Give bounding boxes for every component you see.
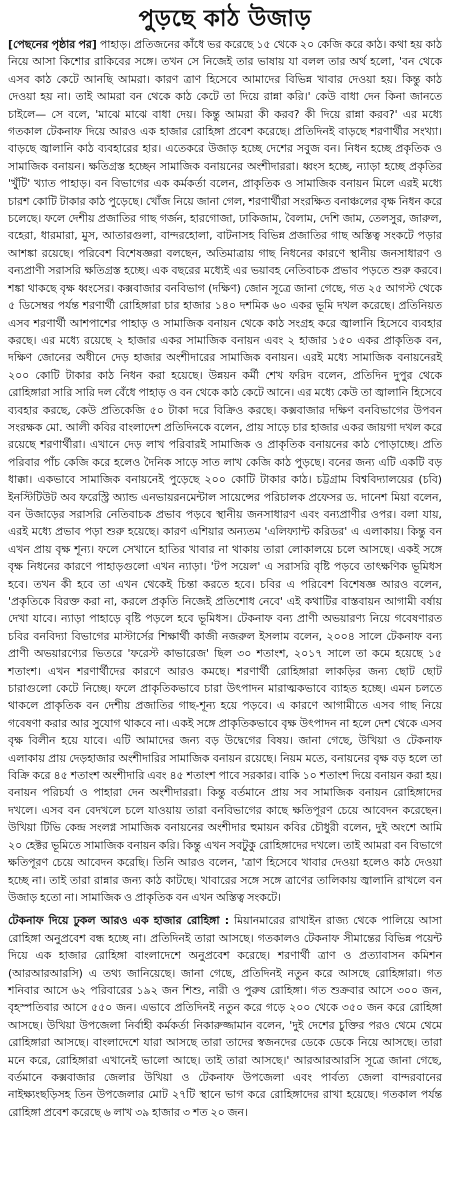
article-text: পাহাড়। প্রতিজনের কাঁধে ভর করেছে ১৫ থেকে ২০ কেজি করে কাঠ। কথা হয় কাঠ নিয়ে আসা কিশোর রাকিবের সঙ্গে। তখন সে নিজেই তার ভাষায় যা বলল তার অর্থ হলো, 'বন থেকে এসব কাঠ কেটে আনছি আমরা। কারণ ত্রাণ হিসেবে আমাদের বিভিন্ন খাবার দেওয়া হয়। কিন্তু কাঠ দেওয়া হয় না। তাই আমরা বন থেকে কাঠ কেটে তা দিয়ে রান্না করি।' কেউ বাধা দেন কিনা জানতে চাইলে— সে বলে, 'মাঝে মাঝে বাধা দেয়। কিন্তু আমরা কী করব? কী দিয়ে রান্না করব?' এর মধ্যে গতকাল টেকনাফ দিয়ে আরও এক হাজার রোহিঙ্গা প্রবেশ করেছে। প্রতিদিনই বাড়ছে শরণার্থীর সংখ্যা। বাড়ছে জ্বালানি কাঠ ব্যবহারের হার। এতেকরে উজাড় হচ্ছে দেশের সবুজ বন। নিধন হচ্ছে প্রকৃতিক ও সামাজিক বনায়ন। ক্ষতিগ্রস্ত হচ্ছেন সামাজিক বনায়নের অংশীদাররা। ধ্বংস হচ্ছে, ন্যাড়া হচ্ছে প্রকৃতির 'খুঁটি' খ্যাত পাহাড়। বন বিভাগের এক কর্মকর্তা বলেন, প্রাকৃতিক ও সামাজিক বনায়ন মিলে এরই মধ্যে চারশ কোটি টাকার কাঠ পুড়েছে। খোঁজ নিয়ে জানা গেল, শরণার্থীরা সংরক্ষিত বনাঞ্চলের বৃক্ষ নিধন করে চলেছে। ফলে দেশীয় প্রজাতির গাছ গর্জন, হারগোজা, ঢাকিজাম, বৈলাম, দেশি জাম, তেলসুর, জারুল, বহেরা, ধারমারা, মুস, আতারগুলা, বান্দরহোলা, বাটনাসহ বিভিন্ন প্রজাতির গাছ অস্তিত্ব সংকটে পড়ার আশঙ্কা রয়েছে। পরিবেশ বিশেষজ্ঞরা বলছেন, অতিমাত্রায় গাছ নিধনের কারণে স্থানীয় জনসাধারণ ও বন্যপ্রাণী সরাসরি ক্ষতিগ্রস্ত হচ্ছে। এক বছরের মধ্যেই এর ভয়াবহ নেতিবাচক প্রভাব পড়তে শুরু করবে। শঙ্কা থাকছে বৃক্ষ ধ্বংসের। কক্সবাজার বনবিভাগ (দক্ষিণ) জোন সূত্রে জানা গেছে, গত ২৫ আগস্ট থেকে ৫ ডিসেম্বর পর্যন্ত শরণার্থী রোহিঙ্গারা চার হাজার ১৪০ দশমিক ৬০ একর ভূমি দখল করেছে। প্রতিনিয়ত এসব শরণার্থী আশপাশের পাহাড় ও সামাজিক বনায়ন থেকে কাঠ সংগ্রহ করে জ্বালানি হিসেবে ব্যবহার করছে। এর মধ্যে রয়েছে ২ হাজার একর সামাজিক বনায়ন এবং ২ হাজার ১৫০ একর প্রাকৃতিক বন, দক্ষিণ জোনের অধীনে দেড় হাজার অংশীদারের সামাজিক বনায়ন। এরই মধ্যে সামাজিক বনায়নেরই ২০০ কোটি টাকার কাঠ নিধন করা হয়েছে। উন্নয়ন কর্মী শেখ ফরিদ বলেন, প্রতিদিন দুপুর থেকে রোহিঙ্গারা সারি সারি দল বেঁধে পাহাড় ও বন থেকে কাঠ কেটে আনে। এর মধ্যে কেউ তা জ্বালানি হিসেবে ব্যবহার করছে, কেউ প্রতিকেজি ৫০ টাকা দরে বিক্রিও করছে। কক্সবাজার দক্ষিণ বনবিভাগের উপবন সংরক্ষক মো. আলী কবির বাংলাদেশ প্রতিদিনকে বলেন, প্রায় সাড়ে চার হাজার একর জায়গা দখল করে রয়েছে শরণার্থীরা। এখানে দেড় লাখ পরিবারই সামাজিক ও প্রাকৃতিক বনায়নের কাঠ পোড়াচ্ছে। প্রতি পরিবার পাঁচ কেজি করে হলেও দৈনিক সাড়ে সাত লাখ কেজি কাঠ পুড়ছে। বনের জন্য এটি একটি বড় ধাক্কা। একভাবে সামাজিক বনায়নেই পুড়েছে ২০০ কোটি টাকার কাঠ। চট্টগ্রাম বিশ্ববিদ্যালয়ের (চবি) ইনস্টিটিউট অব ফরেস্ট্রি অ্যান্ড এনভায়রনমেন্টাল সায়েন্সের পরিচালক প্রফেসর ড. দানেশ মিয়া বলেন, বন উজাড়ের সরাসরি নেতিবাচক প্রভাব পড়বে স্থানীয় জনসাধারণ এবং বন্যপ্রাণীর ওপর। বলা যায়, এরই মধ্যে প্রভাব পড়া শুরু হয়েছে। কারণ এশিয়ার অন্যতম 'এলিফ্যান্ট করিডর' এ এলাকায়। কিন্তু বন এখন প্রায় বৃক্ষ শূন্য। ফলে সেখানে হাতির খাবার না থাকায় তারা লোকালয়ে চলে আসছে। একই সঙ্গে বৃক্ষ নিধনের কারণে পাহাড়গুলো এখন ন্যাড়া। 'টপ সয়েল' এ সরাসরি বৃষ্টি পড়বে তাৎক্ষণিক ভূমিধস হবে। তখন কী হবে তা এখন থেকেই চিন্তা করতে হবে। চবির এ পরিবেশ বিশেষজ্ঞ আরও বলেন, 'প্রকৃতিকে বিরক্ত করা না, করলে প্রকৃতি নিজেই প্রতিশোধ নেবে' এই কথাটির বাস্তবায়ন আগামী বর্ষায় দেখা যাবে। ন্যাড়া পাহাড়ে বৃষ্টি পড়লে হবে ভূমিধস। টেকনাফ বন্য প্রাণী অভয়ারণ্য নিয়ে গবেষণারত চবির বনবিদ্যা বিভাগের মাস্টার্সের শিক্ষার্থী কাজী নজরুল ইসলাম বলেন, ২০০৪ সালে টেকনাফ বন্য প্রাণী অভয়ারণ্যের ভিতরে 'ফরেস্ট কাভারেজ' ছিল ৩০ শতাংশ, ২০১৭ সালে তা কমে হয়েছে ১৫ শতাংশ। এখন শরণার্থীদের কারণে আরও কমছে। শরণার্থী রোহিঙ্গারা লাকড়ির জন্য ছোট ছোট চারাগুলো কেটে নিচ্ছে। ফলে প্রাকৃতিকভাবে চারা উৎপাদন মারাত্মকভাবে ব্যাহত হচ্ছে। এমন চলতে থাকলে প্রাকৃতিক বন দেশীয় প্রজাতির গাছ-শূন্য হয়ে পড়বে। এ কারণে আগামীতে এসব গাছ নিয়ে গবেষণা করার আর সুযোগ থাকবে না। একই সঙ্গে প্রাকৃতিকভাবে বৃক্ষ উৎপাদন না হলে দেশ থেকে এসব বৃক্ষ বিলীন হয়ে যাবে। এটি আমাদের জন্য বড় উদ্বেগের বিষয়। জানা গেছে, উখিয়া ও টেকনাফ এলাকায় প্রায় দেড়হাজার অংশীদারির সামাজিক বনায়ন রয়েছে। নিয়ম মতে, বনায়নের বৃক্ষ বড় হলে তা বিক্রি করে ৪৫ শতাংশ অংশীদারি এবং ৪৫ শতাংশ পাবে সরকার। বাকি ১০ শতাংশ দিয়ে বনায়ন করা হয়। বনায়ন পরিচর্যা ও পাহারা দেন অংশীদাররা। কিন্তু বর্তমানে প্রায় সব সামাজিক বনায়ন রোহিঙ্গাদের দখলে। এসব বন বেদখলে চলে যাওয়ায় তারা বনবিভাগের কাছে ক্ষতিপূরণ চেয়ে আবেদন করেছেন। উখিয়া টিভি কেন্দ্র সংলগ্ন সামাজিক বনায়নের অংশীদার হুমায়ন কবির চৌধুরী বলেন, দুই অংশে আমি ২০ হেক্টর ভূমিতে সামাজিক বনায়ন করি। কিন্তু এখন সবটুকু রোহিঙ্গাদের দখলে। তাই আমরা বন বিভাগে ক্ষতিপূরণ চেয়ে আবেদন করেছি। তিনি আরও বলেন, 'ত্রাণ হিসেবে খাবার দেওয়া হলেও কাঠ দেওয়া হচ্ছে না। তাই তারা রান্নার জন্য কাঠ কাটছে। খাবারের সঙ্গে সঙ্গে ত্রাণের তালিকায় জ্বালানি রাখলে বন উজাড় হতো না। সামাজিক ও প্রাকৃতিক বন এখন অস্তিত্ব সংকটে।: [8, 38, 442, 904]
subsection-text: মিয়ানমারের রাখাইন রাজ্য থেকে পালিয়ে আসা রোহিঙ্গা অনুপ্রবেশ বন্ধ হচ্ছে না। প্রতিদিনই তারা আসছে। গতকালও টেকনাফ সীমান্তের বিভিন্ন পয়েন্ট দিয়ে এক হাজার রোহিঙ্গা বাংলাদেশে অনুপ্রবেশ করেছে। শরণার্থী ত্রাণ ও প্রত্যাবাসন কমিশন (আরআরআরসি) এ তথ্য জানিয়েছে। জানা গেছে, প্রতিদিনই নতুন করে আসছে রোহিঙ্গারা। গত শনিবার আসে ৬২ পরিবারের ১৯২ জন শিশু, নারী ও পুরুষ রোহিঙ্গা। গত শুক্রবার আসে ৩০০ জন, বৃহস্পতিবার আসে ৫৫০ জন। এভাবে প্রতিদিনই নতুন করে গড়ে ২০০ থেকে ৩৫০ জন করে রোহিঙ্গা আসছে। উখিয়া উপজেলা নির্বাহী কর্মকর্তা নিকারুজ্জামান বলেন, 'দুই দেশের চুক্তির পরও থেমে থেমে রোহিঙ্গারা আসছে। বাংলাদেশে যারা আসছে তারা তাদের স্বজনদের ডেকে ডেকে নিয়ে আসছে। তারা মনে করে, রোহিঙ্গারা এখানেই ভালো আছে। তাই তারা আসছে।' আরআরআরসি সূত্রে জানা গেছে, বর্তমানে কক্সবাজার জেলার উখিয়া ও টেকনাফ উপজেলা এবং পার্বত্য জেলা বান্দরবানের নাইক্ষ্যংছড়িসহ তিন উপজেলার মোট ২৭টি স্থানে ভাগ করে রোহিঙ্গাদের রাখা হয়েছে। গতকাল পর্যন্ত রোহিঙ্গা প্রবেশ করেছে ৬ লাখ ৩৯ হাজার ৩ শত ২০ জন।: [8, 914, 442, 1119]
article-headline: পুড়ছে কাঠ উজাড়: [138, 6, 312, 32]
newspaper-column: [4, 0, 446, 1200]
subsection-lead: টেকনাফ দিয়ে ঢুকল আরও এক হাজার রোহিঙ্গা :: [8, 914, 230, 928]
subsection: [8, 912, 442, 1121]
article-body: [8, 36, 442, 906]
continuation-marker: [পেছনের পৃষ্ঠার পর]: [8, 38, 97, 51]
